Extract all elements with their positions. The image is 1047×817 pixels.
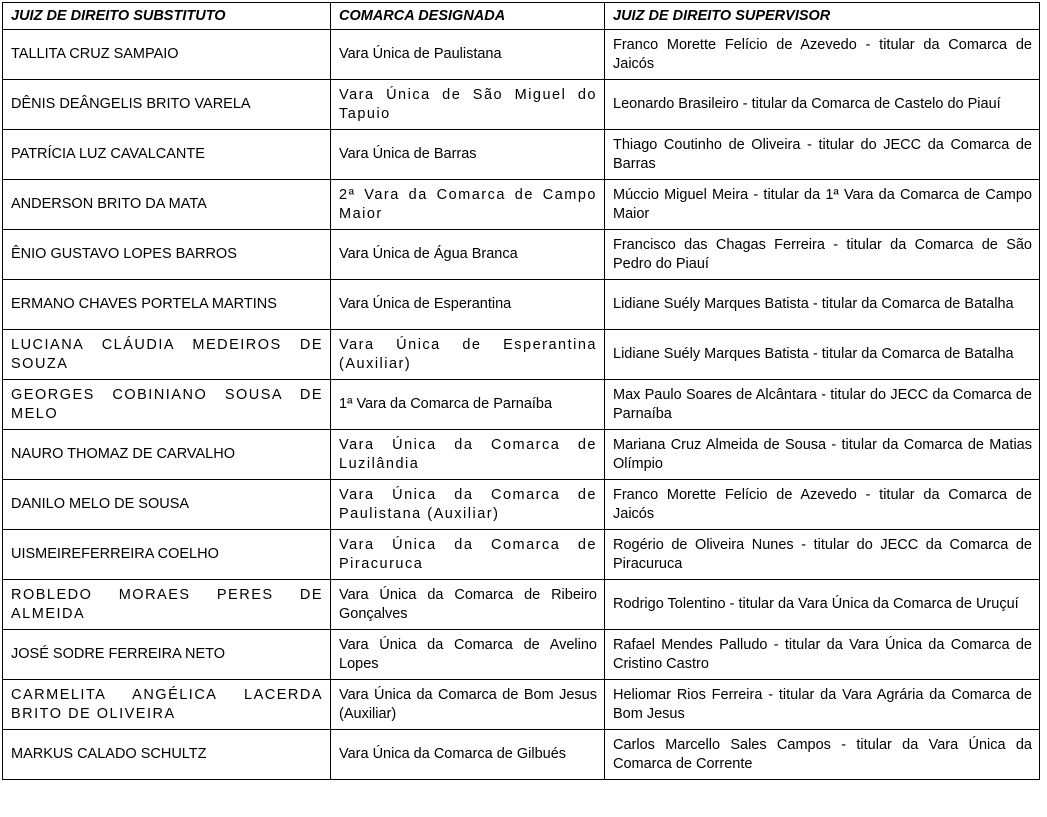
table-row [3, 30, 1040, 80]
supervising-judge-cell: Francisco das Chagas Ferreira - titular da Comarca de São Pedro do Piauí [605, 230, 1040, 280]
substitute-judge-cell: ROBLEDO MORAES PERES DE ALMEIDA [3, 580, 331, 630]
table-row [3, 130, 1040, 180]
substitute-judge-cell: UISMEIREFERREIRA COELHO [3, 530, 331, 580]
header-supervising-judge: JUIZ DE DIREITO SUPERVISOR [605, 3, 1040, 30]
supervising-judge-cell: Rogério de Oliveira Nunes - titular do JECC da Comarca de Piracuruca [605, 530, 1040, 580]
table-row [3, 630, 1040, 680]
supervising-judge-cell: Lidiane Suély Marques Batista - titular da Comarca de Batalha [605, 330, 1040, 380]
substitute-judge-cell: CARMELITA ANGÉLICA LACERDA BRITO DE OLIVEIRA [3, 680, 331, 730]
supervising-judge-cell: Lidiane Suély Marques Batista - titular da Comarca de Batalha [605, 280, 1040, 330]
substitute-judge-cell: MARKUS CALADO SCHULTZ [3, 730, 331, 780]
designated-district-cell: Vara Única de Esperantina [331, 280, 605, 330]
designated-district-cell: Vara Única de Água Branca [331, 230, 605, 280]
designated-district-cell: Vara Única de Esperantina (Auxiliar) [331, 330, 605, 380]
table-row [3, 380, 1040, 430]
supervising-judge-cell: Leonardo Brasileiro - titular da Comarca de Castelo do Piauí [605, 80, 1040, 130]
designated-district-cell: Vara Única da Comarca de Piracuruca [331, 530, 605, 580]
table-row [3, 80, 1040, 130]
designated-district-cell: Vara Única da Comarca de Paulistana (Auxiliar) [331, 480, 605, 530]
header-substitute-judge: JUIZ DE DIREITO SUBSTITUTO [3, 3, 331, 30]
substitute-judge-cell: NAURO THOMAZ DE CARVALHO [3, 430, 331, 480]
table-row [3, 530, 1040, 580]
substitute-judge-cell: DANILO MELO DE SOUSA [3, 480, 331, 530]
supervising-judge-cell: Franco Morette Felício de Azevedo - titular da Comarca de Jaicós [605, 480, 1040, 530]
substitute-judge-cell: ANDERSON BRITO DA MATA [3, 180, 331, 230]
substitute-judge-cell: TALLITA CRUZ SAMPAIO [3, 30, 331, 80]
table-row [3, 330, 1040, 380]
substitute-judge-cell: JOSÉ SODRE FERREIRA NETO [3, 630, 331, 680]
supervising-judge-cell: Rafael Mendes Palludo - titular da Vara Única da Comarca de Cristino Castro [605, 630, 1040, 680]
supervising-judge-cell: Heliomar Rios Ferreira - titular da Vara Agrária da Comarca de Bom Jesus [605, 680, 1040, 730]
table-header [3, 3, 1040, 30]
substitute-judge-cell: GEORGES COBINIANO SOUSA DE MELO [3, 380, 331, 430]
table-row [3, 430, 1040, 480]
supervising-judge-cell: Thiago Coutinho de Oliveira - titular do JECC da Comarca de Barras [605, 130, 1040, 180]
header-designated-district: COMARCA DESIGNADA [331, 3, 605, 30]
table-row [3, 730, 1040, 780]
designated-district-cell: Vara Única de São Miguel do Tapuio [331, 80, 605, 130]
designated-district-cell: Vara Única de Paulistana [331, 30, 605, 80]
designated-district-cell: Vara Única da Comarca de Gilbués [331, 730, 605, 780]
table-row [3, 180, 1040, 230]
designated-district-cell: 1ª Vara da Comarca de Parnaíba [331, 380, 605, 430]
substitute-judge-cell: DÊNIS DEÂNGELIS BRITO VARELA [3, 80, 331, 130]
substitute-judge-cell: LUCIANA CLÁUDIA MEDEIROS DE SOUZA [3, 330, 331, 380]
table-row [3, 280, 1040, 330]
substitute-judge-cell: ERMANO CHAVES PORTELA MARTINS [3, 280, 331, 330]
supervising-judge-cell: Rodrigo Tolentino - titular da Vara Única da Comarca de Uruçuí [605, 580, 1040, 630]
table-row [3, 580, 1040, 630]
designated-district-cell: Vara Única da Comarca de Luzilândia [331, 430, 605, 480]
supervising-judge-cell: Mariana Cruz Almeida de Sousa - titular da Comarca de Matias Olímpio [605, 430, 1040, 480]
designated-district-cell: 2ª Vara da Comarca de Campo Maior [331, 180, 605, 230]
substitute-judge-cell: PATRÍCIA LUZ CAVALCANTE [3, 130, 331, 180]
designated-district-cell: Vara Única da Comarca de Avelino Lopes [331, 630, 605, 680]
supervising-judge-cell: Max Paulo Soares de Alcântara - titular do JECC da Comarca de Parnaíba [605, 380, 1040, 430]
table-row [3, 230, 1040, 280]
designated-district-cell: Vara Única da Comarca de Ribeiro Gonçalves [331, 580, 605, 630]
designations-table [2, 2, 1040, 780]
table-body [3, 30, 1040, 780]
supervising-judge-cell: Múccio Miguel Meira - titular da 1ª Vara da Comarca de Campo Maior [605, 180, 1040, 230]
supervising-judge-cell: Carlos Marcello Sales Campos - titular da Vara Única da Comarca de Corrente [605, 730, 1040, 780]
substitute-judge-cell: ÊNIO GUSTAVO LOPES BARROS [3, 230, 331, 280]
designated-district-cell: Vara Única da Comarca de Bom Jesus (Auxiliar) [331, 680, 605, 730]
designated-district-cell: Vara Única de Barras [331, 130, 605, 180]
table-row [3, 480, 1040, 530]
table-row [3, 680, 1040, 730]
supervising-judge-cell: Franco Morette Felício de Azevedo - titular da Comarca de Jaicós [605, 30, 1040, 80]
header-row [3, 3, 1040, 30]
